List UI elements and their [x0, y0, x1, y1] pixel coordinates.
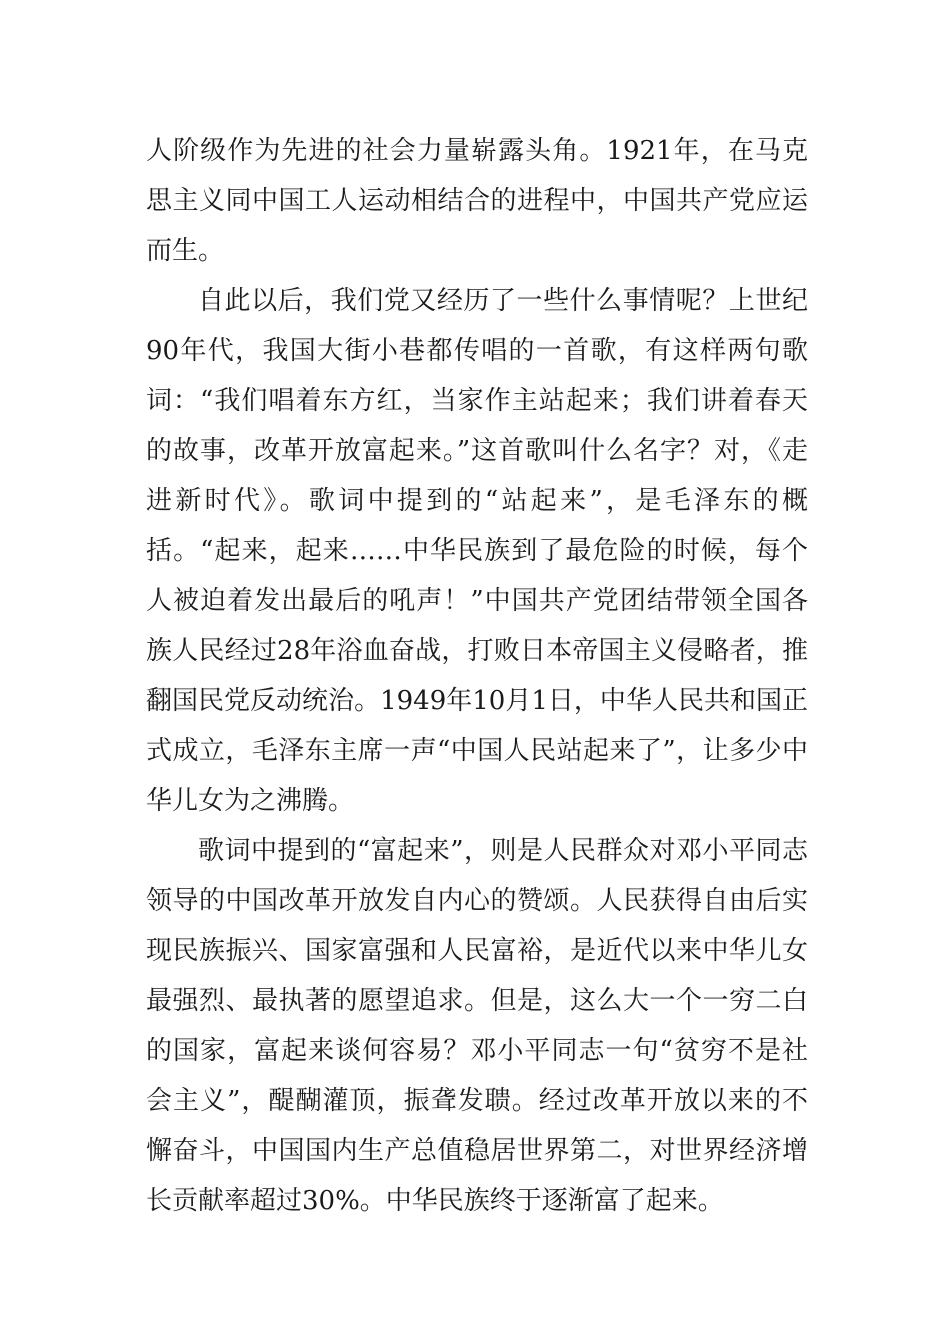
paragraph-3: 歌词中提到的“富起来”，则是人民群众对邓小平同志领导的中国改革开放发自内心的赞颂。人民获得自由后实现民族振兴、国家富强和人民富裕，是近代以来中华儿女最强烈、最执著的愿望追求。但是，这么大一个一穷二白的国家，富起来谈何容易？邓小平同志一句“贫穷不是社会主义”，醍醐灌顶，振聋发聩。经过改革开放以来的不懈奋斗，中国国内生产总值稳居世界第二，对世界经济增长贡献率超过30%。中华民族终于逐渐富了起来。 [146, 836, 808, 1216]
document-body [146, 126, 808, 1226]
paragraph-1: 人阶级作为先进的社会力量崭露头角。1921年，在马克思主义同中国工人运动相结合的进程中，中国共产党应运而生。 [146, 136, 808, 266]
paragraph-2: 自此以后，我们党又经历了一些什么事情呢？上世纪90年代，我国大街小巷都传唱的一首歌，有这样两句歌词：“我们唱着东方红，当家作主站起来；我们讲着春天的故事，改革开放富起来。”这首歌叫什么名字？对，《走进新时代》。歌词中提到的“站起来”，是毛泽东的概括。“起来，起来……中华民族到了最危险的时候，每个人被迫着发出最后的吼声！”中国共产党团结带领全国各族人民经过28年浴血奋战，打败日本帝国主义侵略者，推翻国民党反动统治。1949年10月1日，中华人民共和国正式成立，毛泽东主席一声“中国人民站起来了”，让多少中华儿女为之沸腾。 [146, 286, 808, 816]
